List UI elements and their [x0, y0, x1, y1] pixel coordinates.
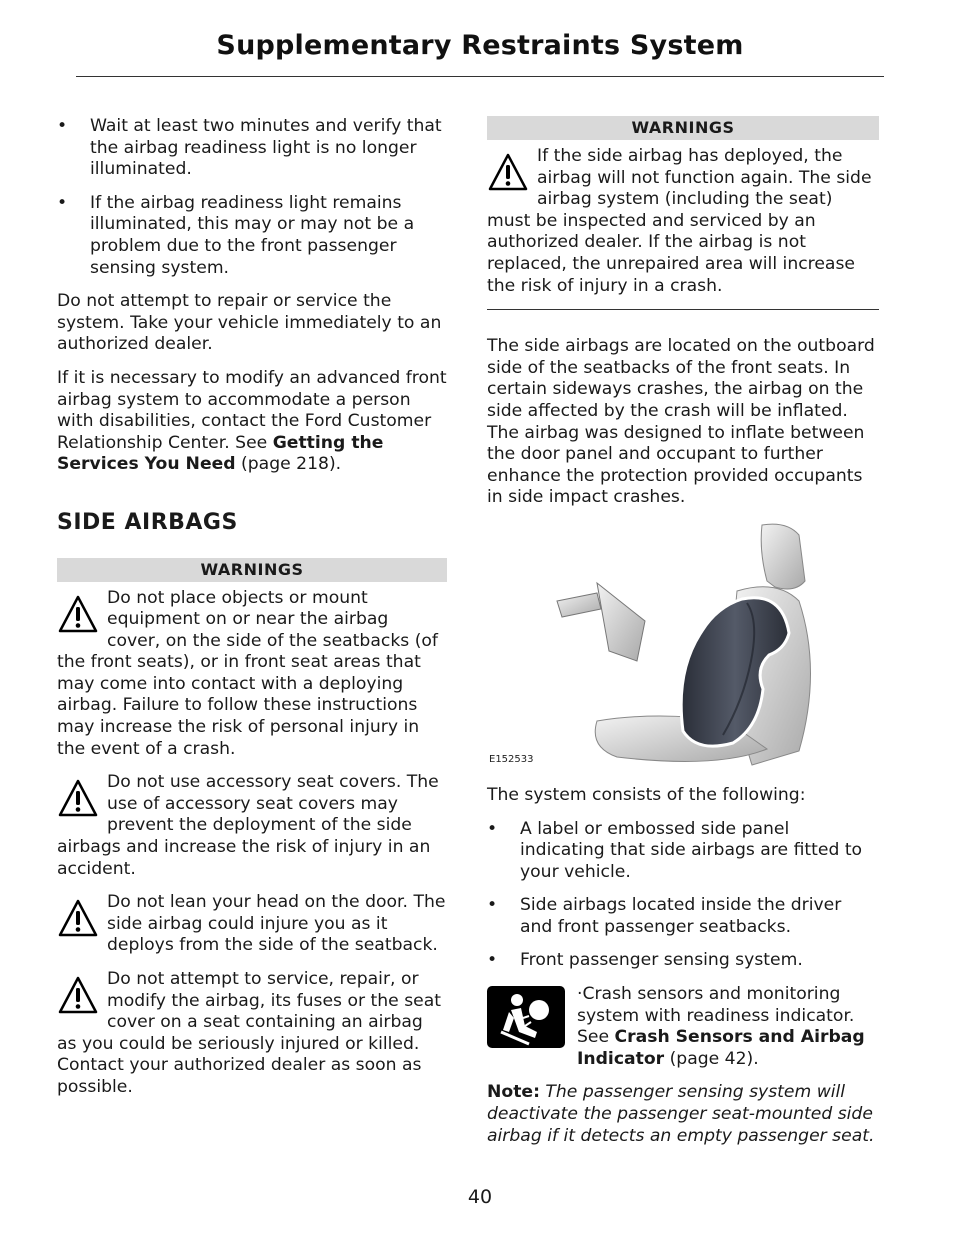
- warning-triangle-icon: [57, 778, 99, 820]
- list-item: [487, 895, 879, 938]
- warning-text: Do not lean your head on the door. The side airbag could injure you as it deploys from the side of the seatback.: [107, 892, 446, 956]
- page-number: 40: [467, 1186, 493, 1208]
- crash-sensor-item: [487, 984, 879, 1070]
- section-heading: SIDE AIRBAGS: [57, 509, 238, 535]
- airbag-indicator-icon: [487, 986, 565, 1048]
- header-rule: [76, 76, 884, 77]
- list-item-text: Wait at least two minutes and verify that the airbag readiness light is no longer illuminated.: [90, 116, 442, 180]
- warning-triangle-icon: [57, 975, 99, 1017]
- paragraph-system-consists: The system consists of the following:: [487, 784, 806, 805]
- warnings-banner: WARNINGS: [487, 116, 879, 140]
- bullet-marker: •: [487, 818, 498, 839]
- note-text: The passenger sensing system will deactivate the passenger seat-mounted side airbag if it detects an empty passenger seat.: [487, 1082, 875, 1146]
- right-column: [487, 116, 879, 1159]
- warning-triangle-icon: [487, 152, 529, 194]
- paragraph-text: If it is necessary to modify an advanced front airbag system to accommodate a person with disabilities, contact the Ford Customer Relationship Center. See: [57, 367, 447, 453]
- warnings-banner: WARNINGS: [57, 558, 447, 582]
- note-paragraph: [487, 1082, 879, 1147]
- page-reference: (page 42).: [664, 1048, 759, 1069]
- note-label: Note:: [487, 1082, 540, 1103]
- list-item: [487, 950, 879, 972]
- seat-airbag-illustration: [487, 521, 879, 773]
- warning-block: [57, 772, 447, 880]
- warning-text: Do not attempt to service, repair, or modify the airbag, its fuses or the seat cover on a seat containing an airbag as you could be seriously injured or killed. Contact your authorized dealer as soon as possible.: [57, 969, 441, 1097]
- paragraph-disabilities: [57, 368, 447, 476]
- crash-sensor-text: ·Crash sensors and monitoring system with readiness indicator. See: [577, 984, 855, 1048]
- warning-block: [57, 892, 447, 957]
- paragraph-repair: Do not attempt to repair or service the system. Take your vehicle immediately to an authorized dealer.: [57, 291, 442, 355]
- warning-block: [57, 588, 447, 761]
- bullet-marker: •: [487, 895, 498, 916]
- paragraph-side-airbag-location: The side airbags are located on the outboard side of the seatbacks of the front seats. In certain sideways crashes, the airbag on the side affected by the crash will be inflated. The airbag was designed to inflate between the door panel and occupant to further enhance the protection provided occupants in side impact crashes.: [487, 336, 875, 508]
- warning-triangle-icon: [57, 594, 99, 636]
- warning-text: Do not place objects or mount equipment on or near the airbag cover, on the side of the seatbacks (of the front seats), or in front seat areas that may come into contact with a deploying airbag. Failure to follow these instructions may increase the risk of personal injury in the event of a crash.: [57, 587, 438, 759]
- list-item-text: Side airbags located inside the driver and front passenger seatbacks.: [520, 895, 842, 937]
- page-header-title: Supplementary Restraints System: [216, 30, 744, 61]
- list-item: [487, 819, 879, 884]
- bullet-marker: •: [57, 192, 68, 213]
- page-reference: (page 218).: [235, 454, 342, 475]
- list-item-text: If the airbag readiness light remains illuminated, this may or may not be a problem due to the front passenger sensing system.: [90, 192, 415, 278]
- warning-text: If the side airbag has deployed, the airbag will not function again. The side airbag system (including the seat) must be inspected and serviced by an authorized dealer. If the airbag is not replaced, the unrepaired area will increase the risk of injury in a crash.: [487, 146, 872, 296]
- bullet-marker: •: [487, 950, 498, 971]
- warning-triangle-icon: [57, 898, 99, 940]
- figure-code: E152533: [489, 754, 534, 766]
- cross-reference-link[interactable]: Crash Sensors and Airbag Indicator: [577, 1027, 865, 1069]
- list-item-text: A label or embossed side panel indicating that side airbags are fitted to your vehicle.: [520, 818, 863, 882]
- list-item: [57, 116, 447, 181]
- list-item-text: Front passenger sensing system.: [520, 950, 803, 971]
- left-column: [57, 116, 447, 1111]
- cross-reference-link[interactable]: Getting the Services You Need: [57, 432, 384, 475]
- warning-end-rule: [487, 309, 879, 310]
- seat-airbag-drawing: [537, 521, 837, 771]
- warning-block: [57, 969, 447, 1099]
- list-item: [57, 193, 447, 279]
- bullet-marker: •: [57, 116, 68, 136]
- warning-text: Do not use accessory seat covers. The use of accessory seat covers may prevent the deployment of the side airbags and increase the risk of injury in an accident.: [57, 772, 439, 879]
- warning-block: [487, 146, 879, 297]
